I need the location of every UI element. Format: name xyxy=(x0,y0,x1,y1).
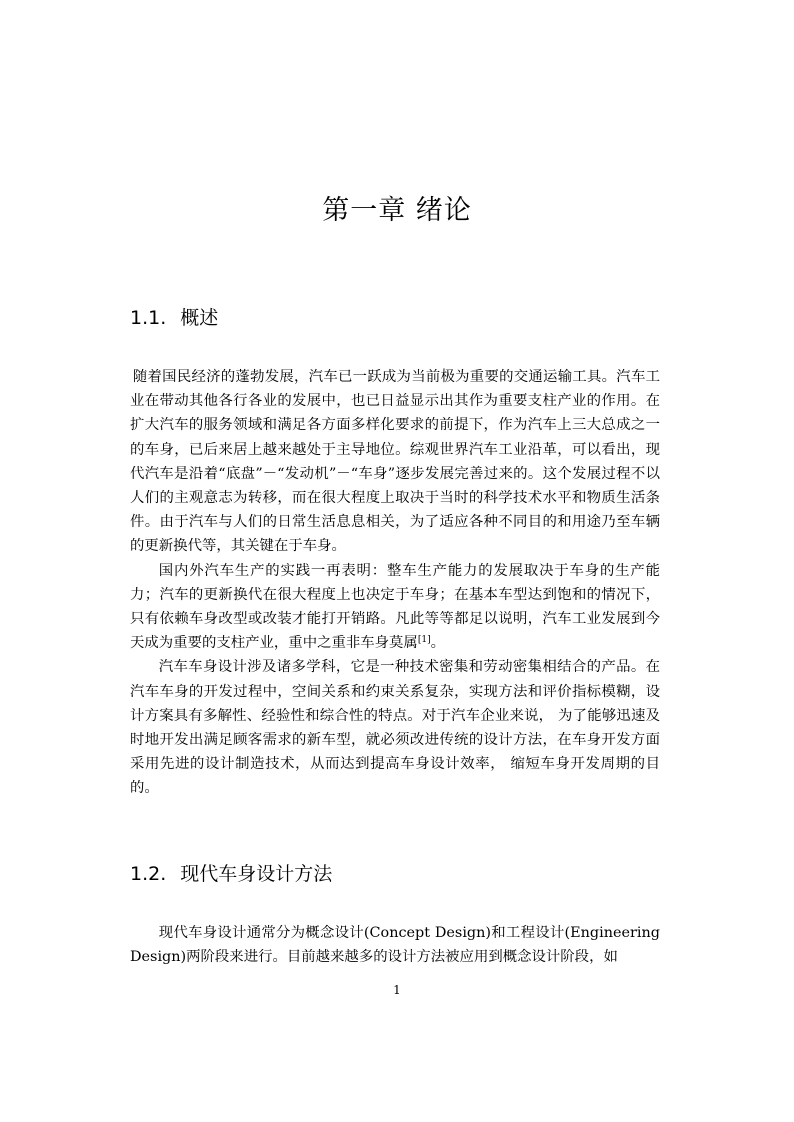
paragraph-end: 。 xyxy=(430,635,445,652)
citation-reference: [1] xyxy=(417,635,431,646)
paragraph: 汽车车身设计涉及诸多学科，它是一种技术密集和劳动密集相结合的产品。在汽车车身的开发过程中，空间关系和约束关系复杂，实现方法和评价指标模糊，设计方案具有多解性、经验性和综合性的特点。对于汽车企业来说， 为了能够迅速及时地开发出满足顾客需求的新车型，就必须改进传统的设计方法，在车身开发方面采用先进的设计制造技术，从而达到提高车身设计效率， 缩短车身开发周期的目的。 xyxy=(130,659,660,797)
paragraph: 随着国民经济的蓬勃发展，汽车已一跃成为当前极为重要的交通运输工具。汽车工业在带动其他各行各业的发展中，也已日益显示出其作为重要支柱产业的作用。在扩大汽车的服务领域和满足各方面多样化要求的前提下，作为汽车上三大总成之一的车身，已后来居上越来越处于主导地位。综观世界汽车工业沿革，可以看出，现代汽车是沿着“底盘”－“发动机”－“车身”逐步发展完善过来的。这个发展过程不以人们的主观意志为转移，而在很大程度上取决于当时的科学技术水平和物质生活条件。由于汽车与人们的日常生活息息相关，为了适应各种不同目的和用途乃至车辆的更新换代等，其关键在于车身。 xyxy=(130,369,660,555)
section-number: 1.1. xyxy=(130,307,167,329)
section-heading-overview xyxy=(130,303,218,330)
chapter-title: 第一章 绪论 xyxy=(322,195,472,226)
section-number: 1.2. xyxy=(130,863,167,885)
paragraph xyxy=(130,559,660,656)
section-title: 概述 xyxy=(180,307,219,329)
page-number: 1 xyxy=(393,983,401,997)
paragraph-text: 国内外汽车生产的实践一再表明：整车生产能力的发展取决于车身的生产能力；汽车的更新换代在很大程度上也决定于车身；在基本车型达到饱和的情况下，只有依赖车身改型或改装才能打开销路。凡此等等都足以说明，汽车工业发展到今天成为重要的支柱产业，重中之重非车身莫属 xyxy=(130,562,660,652)
section-title: 现代车身设计方法 xyxy=(180,863,333,885)
section-heading-modern-body-design xyxy=(130,859,332,886)
paragraph: 现代车身设计通常分为概念设计(Concept Design)和工程设计(Engineering Design)两阶段来进行。目前越来越多的设计方法被应用到概念设计阶段，如 xyxy=(130,925,660,966)
section-body-modern-body-design xyxy=(130,921,660,969)
section-body-overview xyxy=(130,365,660,801)
